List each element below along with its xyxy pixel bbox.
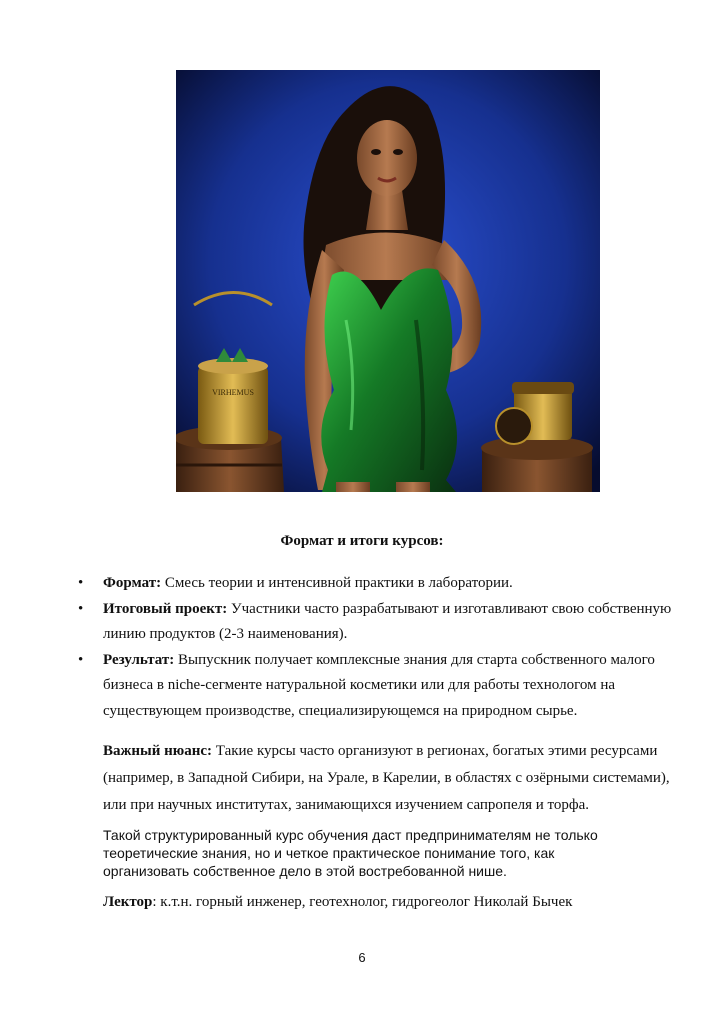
bullet-icon: •: [78, 600, 84, 617]
svg-text:VIRHEMUS: VIRHEMUS: [212, 388, 254, 397]
bullet-icon: •: [78, 651, 84, 668]
lecturer-line: [103, 894, 663, 911]
bullet-label: Результат:: [103, 651, 175, 668]
bullet-label: Итоговый проект:: [103, 600, 228, 617]
bullet-text: Участники часто разрабатывают и изготавливают свою собственную линию продуктов (2-3 наименования).: [103, 600, 672, 642]
cover-photo: [176, 70, 600, 492]
important-note: [103, 738, 688, 819]
bullet-text: Смесь теории и интенсивной практики в лаборатории.: [161, 575, 513, 591]
lecturer-label: Лектор: [103, 894, 153, 910]
bullet-text: Выпускник получает комплексные знания для старта собственного малого бизнеса в niche-сегменте натуральной косметики или для работы технологом на существующем производстве, специализирующемся на природном сырье.: [103, 651, 655, 719]
lecturer-text: : к.т.н. горный инженер, геотехнолог, гидрогеолог Николай Бычек: [152, 894, 573, 910]
page-number: 6: [358, 950, 366, 965]
bullet-label: Формат:: [103, 575, 162, 591]
note-label: Важный нюанс:: [103, 743, 213, 759]
note-text: Такие курсы часто организуют в регионах, богатых этими ресурсами (например, в Западной Сибири, на Урале, в Карелии, в областях с озёрными системами), или при научных институтах, занимающихся изучением сапропеля и торфа.: [103, 743, 670, 813]
section-heading: Формат и итоги курсов:: [280, 533, 444, 549]
list-item: [78, 571, 683, 597]
list-item: [78, 597, 683, 648]
list-item: [78, 648, 683, 725]
summary-paragraph: Такой структурированный курс обучения даст предпринимателям не только теоретические знания, но и четкое практическое понимание того, как организовать собственное дело в этой востребованной нише.: [103, 827, 598, 879]
bullet-icon: •: [78, 575, 84, 591]
course-format-list: [78, 571, 683, 724]
photo-woman-green-dress-icon: [176, 70, 600, 492]
